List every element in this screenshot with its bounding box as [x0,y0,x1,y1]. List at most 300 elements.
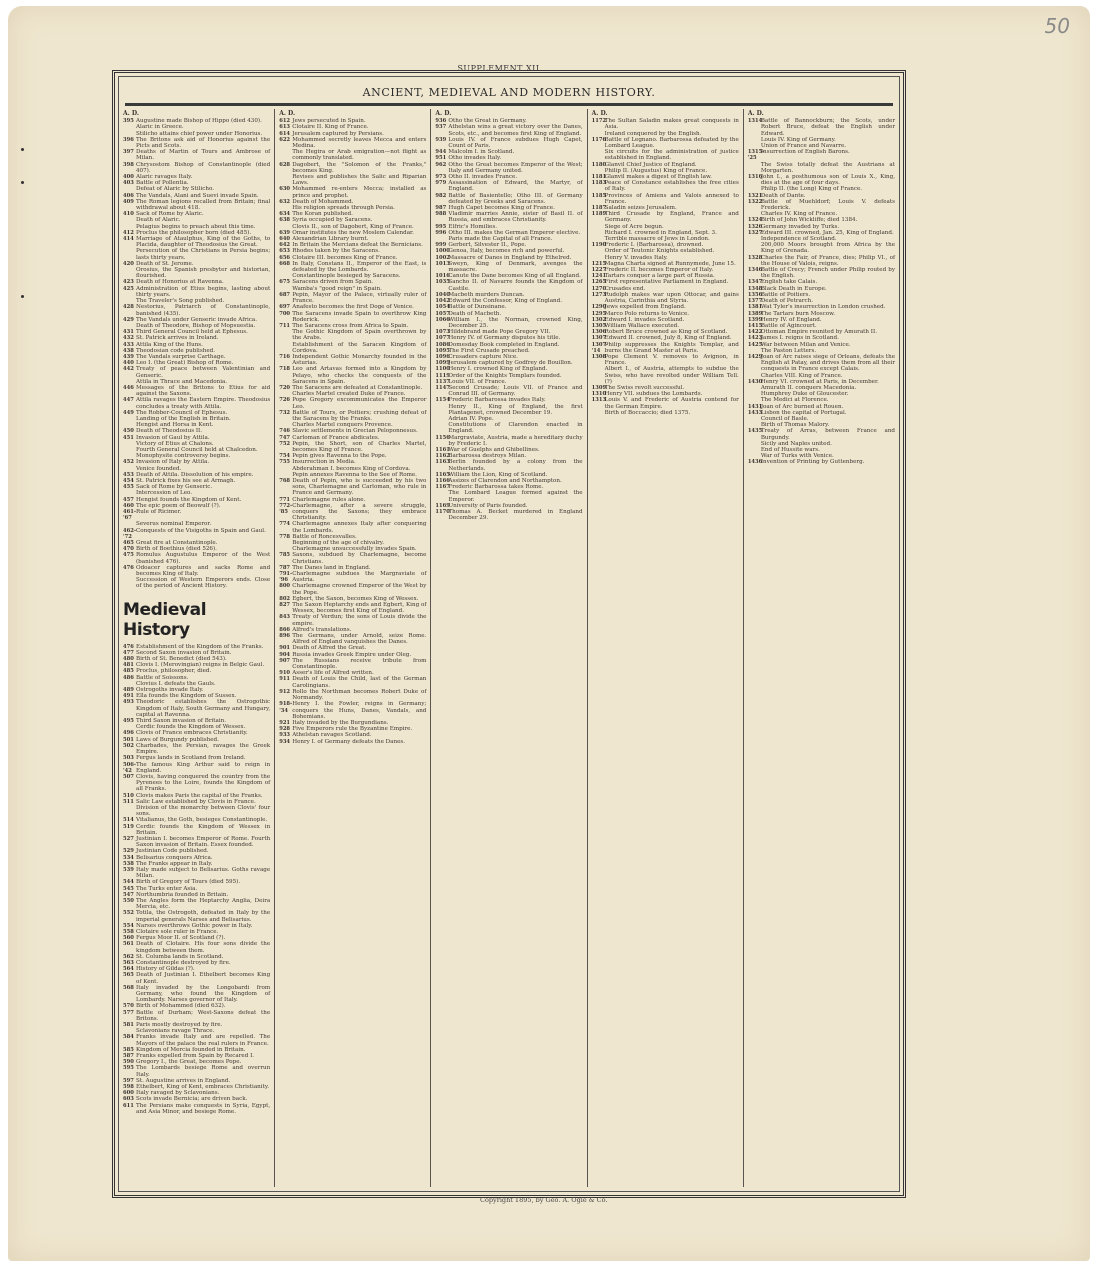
entry-year: 1295 [591,310,607,317]
entry-year: 600 [123,1090,134,1097]
entry-text: Henry IV. of England. [760,316,822,323]
timeline-entry [123,199,270,211]
entry-year: 457 [123,496,134,503]
entry-year: 446 [123,384,134,391]
entry-text: Totila, the Ostrogoth, defeated in Italy by the imperial generals Narses and Belisarius. [136,910,271,923]
entry-year: 501 [123,736,134,743]
timeline-entry [748,459,895,465]
entry-year: 639 [279,229,291,236]
entry-year: 552 [123,910,134,917]
section-heading-medieval-history: Medieval History [123,599,207,640]
entry-year: 491 [123,693,134,700]
entry-year: 866 [279,626,291,633]
entry-year: 951 [435,155,447,162]
timeline-entry [435,509,582,521]
entry-text: Hugh Capet becomes King of France. [448,205,555,212]
entry-year: 481 [123,662,134,669]
entry-text: Victory of Etius at Chalons. [136,440,214,447]
entry-year: 554 [123,922,134,929]
timeline-entry [435,490,582,502]
entry-year: 1422 [747,329,763,336]
timeline-entry [748,267,895,279]
entry-text: The Medici at Florence. [760,397,829,404]
entry-text: Louis VII. of France. [448,378,507,385]
timeline-entry [435,180,582,192]
entry-text: In Britain the Mercians defeat the Bernicians. [292,242,423,249]
entry-year: 1154 [435,397,450,404]
copyright-notice: Copyright 1895, by Geo. A. Ogle & Co. [480,1196,608,1204]
entry-text: The Swiss revolt successful. [604,384,685,391]
entry-text: Franks invade Italy and are repelled. The Mayors of the palace the real rulers in France. [136,1034,271,1047]
timeline-entry [592,193,739,205]
entry-year: 1119 [435,372,450,379]
entry-year: 406 [123,192,134,199]
entry-text: The Swiss totally defeat the Austrians at Morgarten. [760,161,896,174]
entry-year: 544 [123,879,134,886]
entry-text: War of Turks with Venice. [760,453,834,460]
entry-year: 1180 [591,161,607,168]
entry-year: 432 [123,335,134,342]
entry-year: 439 [123,353,134,360]
entry-year: 565 [123,972,134,979]
timeline-entry [279,583,426,595]
entry-year: 1227 [591,267,607,274]
entry-year: 1147 [435,384,450,391]
entry-text: Clotaire III. becomes King of France. [292,254,398,261]
entry-text: Syria occupied by Saracens. [292,217,373,224]
entry-text: Conquests of the Visigoths in Spain and Gaul. [136,527,266,534]
entry-text: Treaty of peace between Valentinian and Genseric. [136,366,271,379]
entry-year: 755 [279,459,291,466]
entry-year: 1347 [747,279,763,286]
timeline-entry [279,676,426,688]
entry-year: 519 [123,823,134,830]
entry-year: 675 [279,279,291,286]
entry-text: Robert Bruce crowned as King of Scotland. [604,329,728,336]
entry-text: Messages of the Britons to Etius for aid against the Saxons. [136,384,271,398]
entry-text: Charles Martel created Duke of France. [292,391,406,398]
timeline-entry [279,552,426,564]
entry-text: Proclus the philosopher born (died 485). [136,229,252,236]
entry-year: 613 [279,124,291,131]
entry-text: Battle of Poitiers. [760,291,811,298]
entry-text: Pope Clement V. removes to Avignon, in France. [604,353,739,367]
entry-year: 462-'72 [123,527,136,540]
entry-year: 1170 [435,509,450,515]
entry-year: 700 [279,310,291,317]
entry-text: Battle of Dunsinane. [448,304,507,311]
entry-text: History of Gildas (?). [136,966,195,973]
entry-text: Charlemagne subdues the Margraviate of Austria. [292,571,427,584]
entry-text: Terrible massacre of Jews in London. [604,236,710,243]
entry-text: The Vandals, Alani and Suevi invade Spain. [136,192,259,199]
entry-text: Frederic Barbarossa invades Italy. [448,397,546,404]
entry-text: Massacre of Danes in England by Ethelred. [448,254,572,261]
timeline-entry [748,255,895,267]
entry-text: Henry V. invades Italy. [604,254,668,261]
entry-year: 1169 [435,502,450,509]
timeline-entry [279,441,426,453]
entry-text: Richard I. crowned in England, Sept. 3. [604,229,717,236]
entry-year: 726 [279,397,291,404]
timeline-entry [123,397,270,409]
timeline-entry [123,1103,270,1115]
entry-year: 1057 [435,310,450,317]
entry-text: Philip II. (Augustus) King of France. [604,167,708,174]
entry-text: Edward the Confessor, King of England. [448,298,563,305]
timeline-entry [592,410,739,416]
entry-year: 514 [123,817,134,824]
entry-text: Edward I. invades Scotland. [604,316,685,323]
entry-year [435,422,448,434]
entry-year: 1167 [435,484,450,491]
entry-text: Birth of Mohammed (died 632). [136,1003,226,1010]
entry-year [279,342,292,354]
timeline-column-3 [430,109,586,1187]
entry-year: 496 [123,730,134,737]
entry-text: Henry I. of Germany defeats the Danes. [292,738,406,745]
entry-year: 560 [123,935,134,942]
entry-text: Pepin gives Ravenna to the Pope. [292,453,387,460]
entry-text: Battle of Tours, or Poitiers; crushing defeat of the Saracens by the Franks. [292,409,427,422]
entry-text: Charles Martel conquers Provence. [292,422,393,429]
entry-year: 428 [123,304,134,311]
timeline-entry [279,503,426,522]
entry-year: 1100 [435,366,450,373]
timeline-entry [435,404,582,416]
entry-year: 1215 [591,260,607,267]
entry-text: Second Crusade; Louis VII. of France and Conrad III. of Germany. [448,384,583,398]
timeline-entry [748,149,895,161]
entry-year: 1042 [435,298,450,305]
entry-year: 1328 [747,254,763,261]
entry-year: 901 [279,645,291,652]
entry-text: Clotaire sole ruler in France. [136,928,219,935]
entry-year: 718 [279,366,291,373]
entry-text: Louis IV. of France subdues Hugh Capet, Count of Paris. [448,136,583,150]
entry-text: Beginning of the age of chivalry. [292,540,385,547]
entry-year: 598 [123,1084,134,1091]
entry-text: In Italy, Constans II., Emperor of the East, is defeated by the Lombards. [292,260,427,274]
entry-text: Jews expelled from England. [604,304,686,311]
timeline-entry [123,509,270,521]
entry-text: Pope Gregory excommunicates the Emperor Leo. [292,397,427,410]
entry-year: 934 [279,738,291,745]
entry-text: Nestorius, Patriarch of Constantinople, banished (435). [136,304,271,317]
entry-text: Succession of Western Emperors ends. Close of the period of Ancient History. [136,577,271,590]
entry-text: Deaths of Martin of Tours and Ambrose of Milan. [136,149,271,162]
entry-text: Edward II. crowned, July 8, King of England. [604,335,732,342]
entry-text: Proclus, philosopher, died. [136,668,212,675]
entry-text: Jerusalem captured by Godfrey de Bouillon. [448,360,573,367]
entry-text: Thomas A. Becket murdered in England December 29. [448,509,583,522]
entry-text: Revises and publishes the Salic and Riparian Laws. [292,174,427,187]
entry-year: 1389 [747,310,763,317]
entry-text: Five Emperors rule the Byzantine Empire. [292,726,413,733]
entry-text: Death of Alaric. [136,217,181,224]
entry-text: Italy invaded by the Burgundians. [292,719,389,726]
entry-text: Otho the Great in Germany. [448,118,527,125]
entry-text: Hengist and Horsa in Kent. [136,422,214,429]
entry-text: Sweyn, King of Denmark, avenges the massacre. [448,260,583,274]
entry-text: Edward III. crowned, Jan. 25, King of England. [760,229,894,236]
entry-year: 595 [123,1065,134,1072]
entry-year: 1189 [591,211,607,218]
entry-text: Battle of Bannockburn; the Scots, under Robert Bruce, defeat the English under Edward. [760,118,896,137]
entry-year: 611 [123,1102,134,1109]
entry-year: 614 [279,130,291,137]
entry-text: Rule of Ricimer. [136,509,182,515]
timeline-entry [123,762,270,774]
entry-year: 538 [123,860,134,867]
entry-text: Death of Macbeth. [448,310,502,317]
entry-year: 944 [435,149,447,156]
entry-text: Henry I. the Fowler, reigns in Germany; conquers the Huns, Danes, Vandals, and Bohemians. [292,701,427,720]
entry-year: 1431 [747,403,763,410]
timeline-entry [748,162,895,174]
entry-year: 564 [123,966,134,973]
title-divider [125,103,893,106]
entry-year: 999 [435,242,447,249]
timeline-entry [279,137,426,149]
entry-text: Leo and Artavas formed into a Kingdom by Pelayo, who checks the conquests of the Saracens in Spain. [292,366,427,385]
entry-text: The Vandals surprise Carthage. [136,353,226,360]
entry-text: Clovius I. defeats the Gauls. [136,680,216,687]
entry-text: Vladimir marries Annie, sister of Basil II. of Russia, and embraces Christianity. [448,211,583,224]
entry-year: 470 [123,546,134,553]
entry-text: Henry II., King of England, the first Plantagenet, crowned December 19. [448,403,583,416]
entry-year: 1035 [435,279,450,286]
entry-year: 1429 [747,353,763,360]
entry-text: Battle of Basientello; Otho III. of Germany defeated by Greeks and Saracens. [448,192,583,205]
entry-text: Independent Gothic Monarchy founded in the Asturias. [292,353,427,367]
entry-year: 1016 [435,273,450,280]
entry-year: 547 [123,891,134,898]
entry-text: Henry VI. crowned at Paris, in December. [760,378,879,385]
timeline-entry [435,261,582,273]
entry-text: Charlemagne annexes Italy after conquering the Lombards. [292,521,427,534]
entry-year: 787 [279,564,291,571]
entry-year: 1306 [591,329,607,336]
entry-text: Charlemagne, after a severe struggle, conquers the Saxons; they embrace Christianity. [292,502,427,522]
entry-text: The Saracens invade Spain to overthrow King Roderick. [292,310,427,323]
entry-year: 412 [123,229,134,236]
entry-year: 716 [279,353,291,360]
entry-year: 1399 [747,316,763,323]
entry-text: Sack of Rome by Alaric. [136,211,204,218]
entry-text: Attila ravages the Eastern Empire. Theodosius concludes a treaty with Attila. [136,397,271,410]
entry-text: The Franks appear in Italy. [136,860,213,867]
entry-text: Ostrogoths invade Italy. [136,687,204,694]
entry-text: St. Patrick fixes his see at Armagh. [136,477,236,484]
entry-text: Venice founded. [136,465,182,472]
entry-text: Sancho II. of Navarre founds the Kingdom of Castile. [448,279,583,292]
entry-year: 1314 [747,118,763,125]
entry-text: Order of Teutonic Knights established. [604,248,715,255]
entry-year: 732 [279,409,291,416]
entry-text: The Germans, under Arnold, seize Rome. Alfred of England vanquishes the Danes. [292,633,427,646]
entry-text: Establishment of the Kingdom of the Franks. [136,643,264,650]
entry-year: 1308 [591,353,607,360]
timeline-entry [279,149,426,161]
entry-year: 1166 [435,477,450,484]
timeline-entry [279,366,426,385]
entry-text: Charles the Fair, of France, dies; Philip VI., of the House of Valois, reigns. [760,254,896,267]
entry-text: Birth of Thomas Malory. [760,422,830,429]
entry-year: 896 [279,633,291,640]
entry-text: War between Milan and Venice. [760,341,851,348]
entry-text: James I. reigns in Scotland. [760,335,839,342]
entry-year: 988 [435,211,447,218]
entry-year: 495 [123,718,134,725]
entry-text: Crusaders capture Nice. [448,353,518,360]
entry-year: 1137 [435,378,450,385]
entry-text: Assizes of Clarendon and Northampton. [448,477,562,484]
entry-text: Monophysite controversy begins. [136,453,231,460]
timeline-entry [123,1065,270,1077]
entry-year: 1172 [591,118,607,125]
timeline-entry [279,410,426,422]
entry-year: 438 [123,347,134,354]
timeline-entry [279,261,426,273]
entry-year: 1302 [591,316,607,323]
entry-text: Invasion of Italy by Attila. [136,459,210,466]
entry-text: Defeat of Alaric by Stilicho. [136,186,215,193]
timeline-entry [435,459,582,471]
entry-text: Carloman of France abdicates. [292,434,380,441]
entry-text: The Robber-Council of Ephesus. [136,409,228,416]
timeline-entry [748,354,895,373]
entry-text: Severus nominal Emperor. [136,521,212,528]
timeline-entry [592,366,739,385]
entry-year: 485 [123,668,134,675]
binding-hole [21,295,24,298]
entry-year: 447 [123,397,134,404]
timeline-entry [123,248,270,260]
entry-year: 1163 [435,459,450,466]
supplement-label: SUPPLEMENT XII. [457,64,543,73]
timeline-entry [279,633,426,645]
entry-text: The Angles form the Heptarchy Anglia, Deira Mercia, etc. [136,897,271,911]
timeline-entry [279,329,426,341]
entry-year: 1002 [435,254,450,261]
timeline-entry [123,867,270,879]
entry-text: Union of France and Navarre. [760,143,847,150]
entry-text: Laws of Burgundy published. [136,736,219,743]
timeline-entry [279,614,426,626]
entry-year: 778 [279,533,291,540]
timeline-entry [279,478,426,497]
entry-year: 410 [123,211,134,218]
entry-text: The Lombard League formed against the Emperor. [448,490,583,503]
entry-text: Constitutions of Clarendon enacted in England. [448,422,583,435]
timeline-entry [123,1010,270,1022]
entry-year: 1315-'25 [747,149,765,162]
timeline-entry [123,565,270,577]
entry-year: 460 [123,502,134,509]
entry-text: Saracens driven from Spain. [292,279,374,286]
entry-text: Clovis I. (Merovingian) reigns in Belgic Gaul. [136,662,265,669]
entry-year: 1307 [591,335,607,342]
entry-year: 1415 [747,322,763,329]
entry-text: Cerdic founds the Kingdom of Wessex. [136,724,246,731]
entry-year: 480 [123,656,134,663]
timeline-entry [123,985,270,1004]
entry-text: Pepin, the Short, son of Charles Martel, becomes King of France. [292,440,427,453]
entry-text: Birth of John Wickliffe; died 1384. [760,217,858,224]
entry-year: 752 [279,440,291,447]
entry-year: 1423 [747,335,763,342]
entry-text: Egbert, the Saxon, becomes King of Wessex. [292,595,419,602]
entry-text: Clotaire II. King of France. [292,124,369,131]
entry-year: 1430 [747,378,763,385]
entry-text: Second Saxon invasion of Britain. [136,649,232,656]
entry-text: Third Crusade by England, France and Germany. [604,211,739,224]
entry-year: 1265 [591,279,607,286]
entry-text: Alaric ravages Italy. [136,174,193,181]
entry-text: The Gothic Kingdom of Spain overthrown by the Arabs. [292,329,427,342]
entry-text: Berlin founded by a colony from the Netherlands. [448,459,583,472]
timeline-entry [592,354,739,366]
entry-year: 746 [279,428,291,435]
entry-year: 939 [435,136,447,143]
entry-text: Charles VIII. King of France. [760,372,843,379]
entry-text: Death of Theodore, Bishop of Mopsuestia. [136,322,256,329]
timeline-entry [748,174,895,186]
entry-text: Justinian I. becomes Emperor of Rome. Fourth Saxon invasion of Britain. Essex founded. [136,835,271,849]
entry-text: Saxons, subdued by Charlemagne, become Christians. [292,552,427,565]
entry-text: Macbeth murders Duncan. [448,291,525,298]
entry-text: Division of the monarchy between Clovis' four sons. [136,804,271,818]
entry-text: The Lombards besiege Rome and overrun Italy. [136,1065,271,1078]
entry-text: Charbades, the Persian, ravages the Greek Empire. [136,742,271,756]
column-header-ad: A. D. [747,110,764,117]
entry-year: 1436 [747,459,763,466]
entry-text: Athelstan wins a great victory over the Danes, Scots, etc., and becomes first King of England. [448,124,583,137]
entry-year: 1054 [435,304,450,311]
timeline-entry [279,521,426,533]
timeline-entry [435,162,582,174]
entry-text: Clovis, having conquered the country from the Pyrenees to the Loire, founds the Kingdom of all Franks. [136,773,271,793]
entry-year: 1346 [747,267,763,274]
entry-year: 476 [123,643,134,650]
entry-year: 1326 [747,223,763,230]
timeline-entry [279,739,426,745]
entry-year: 802 [279,595,291,602]
entry-year: 653 [279,248,291,255]
timeline-entry [279,658,426,670]
timeline-entry [123,743,270,755]
entry-text: The Paston Letters. [760,347,817,354]
entry-text: The Hegira or Arab emigration—not flight as commonly translated. [292,149,427,162]
entry-text: Death of Mohammed. [292,198,354,205]
entry-year: 827 [279,602,291,609]
entry-year: 843 [279,614,291,621]
entry-text: Death of Petrarch. [760,298,814,305]
entry-year [123,267,136,279]
entry-text: Genoa, Italy, becomes rich and powerful. [448,248,565,255]
entry-year: 979 [435,180,447,187]
entry-text: Amurath II. conquers Macedonia. [760,384,857,391]
entry-text: The Saxon Heptarchy ends and Egbert, King of Wessex, becomes first King of England. [292,602,427,615]
entry-year: 747 [279,434,291,441]
entry-year: 397 [123,149,134,156]
entry-text: Pepin annexes Ravenna to the See of Rome. [292,471,417,478]
timeline-entry [123,699,270,718]
entry-text: Frederic II. becomes Emperor of Italy. [604,267,714,274]
entry-year: 1156 [435,434,450,441]
entry-year: 973 [435,174,447,181]
